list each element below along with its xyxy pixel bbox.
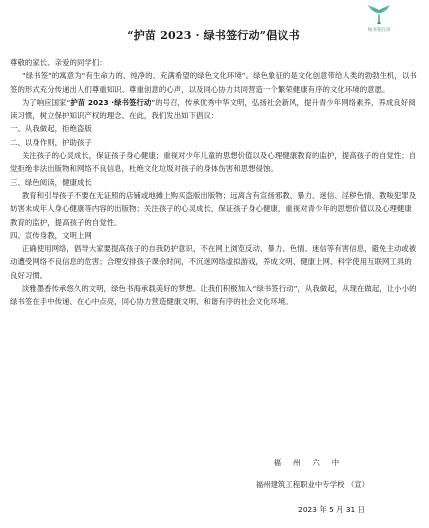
document-title: “护苗 2023 · 绿书签行动”倡议书 [127, 29, 300, 42]
section-2-heading: 二、以身作则，护助孩子 [10, 137, 92, 147]
section-3-text: 教育和引导孩子不要在无证照的店铺或地摊上购买盗版出版物；远离含有宣扬邪教、暴力、迷信、淫秽色情、教唆犯罪及妨害未成年人身心健康等内容的出版物；关注孩子的心灵成长，保证孩子身心健康，重视对青少年的思想价值以及心理健康教育的监护，提高孩子的自觉性。 [10, 190, 417, 227]
document-header [10, 0, 417, 40]
signature-block [256, 457, 369, 503]
logo-caption: 绿书签行动 [367, 28, 391, 33]
document-body [10, 56, 417, 309]
signature-school-2: 福州建筑工程职业中专学校 （宣） [255, 480, 369, 489]
section-1-heading: 一、从我做起，拒绝盗版 [10, 124, 92, 134]
closing-paragraph: 淡雅墨香传承悠久的文明，绿色书海承载美好的梦想。让我们积极加入“绿书签行动”，从我做起，从现在做起，让小小的绿书签在手中传递、在心中点亮，同心协力营造健康文明、和谐有序的社会文化环境。 [10, 284, 417, 307]
intro-2-prefix: 为了响应国家“ [21, 97, 71, 107]
section-3-heading: 三、绿色阅读，健康成长 [10, 177, 92, 187]
signature-school-1: 福州六中 [273, 458, 352, 467]
campaign-name: 护苗 2023 ·绿书签行动 [70, 97, 152, 107]
intro-paragraph-2 [10, 96, 417, 123]
intro-paragraph-1: “绿书签”的寓意为“有生命力的、纯净的、充满希望的绿色文化环境”。绿色象征的是文化创意带给人类的勃勃生机，以书签的形式充分传递出人们尊重知识、尊重创意的心声，以及同心协力共同营造一个繁荣健康有序的文化环境的意愿。 [10, 71, 417, 94]
section-4-heading: 四、宣传身教，文明上网 [10, 230, 92, 240]
signature-date: 2023 年 5 月 31 日 [298, 505, 365, 514]
whale-tail-icon [366, 2, 392, 26]
salutation: 尊敬的家长、亲爱的同学们： [10, 58, 107, 67]
intro-2-suffix: ”的号召，传承优秀中华文明，弘扬社会新风，提升青少年网络素养，养成良好阅读习惯，树立保护知识产权的理念。在此，我们发出如下倡议： [10, 97, 416, 121]
section-4-text: 正确使用网络，倡导大家要提高孩子的自我防护意识，不在网上浏览反动、暴力、色情、迷信等有害信息，避免主动或被动遭受网络不良信息的危害；合理安排孩子课余时间，不沉迷网络虚拟游戏，养成文明、健康上网、科学使用互联网工具的良好习惯。 [10, 244, 417, 280]
section-2-text: 关注孩子的心灵成长，保证孩子身心健康；重视对少年儿童的思想价值以及心理健康教育的监护，提高孩子的自觉性；自觉拒绝非法出版物和网络不良信息，杜绝文化垃圾对孩子的身体伤害和思想侵蚀。 [10, 151, 417, 174]
green-bookmark-logo [357, 2, 401, 36]
